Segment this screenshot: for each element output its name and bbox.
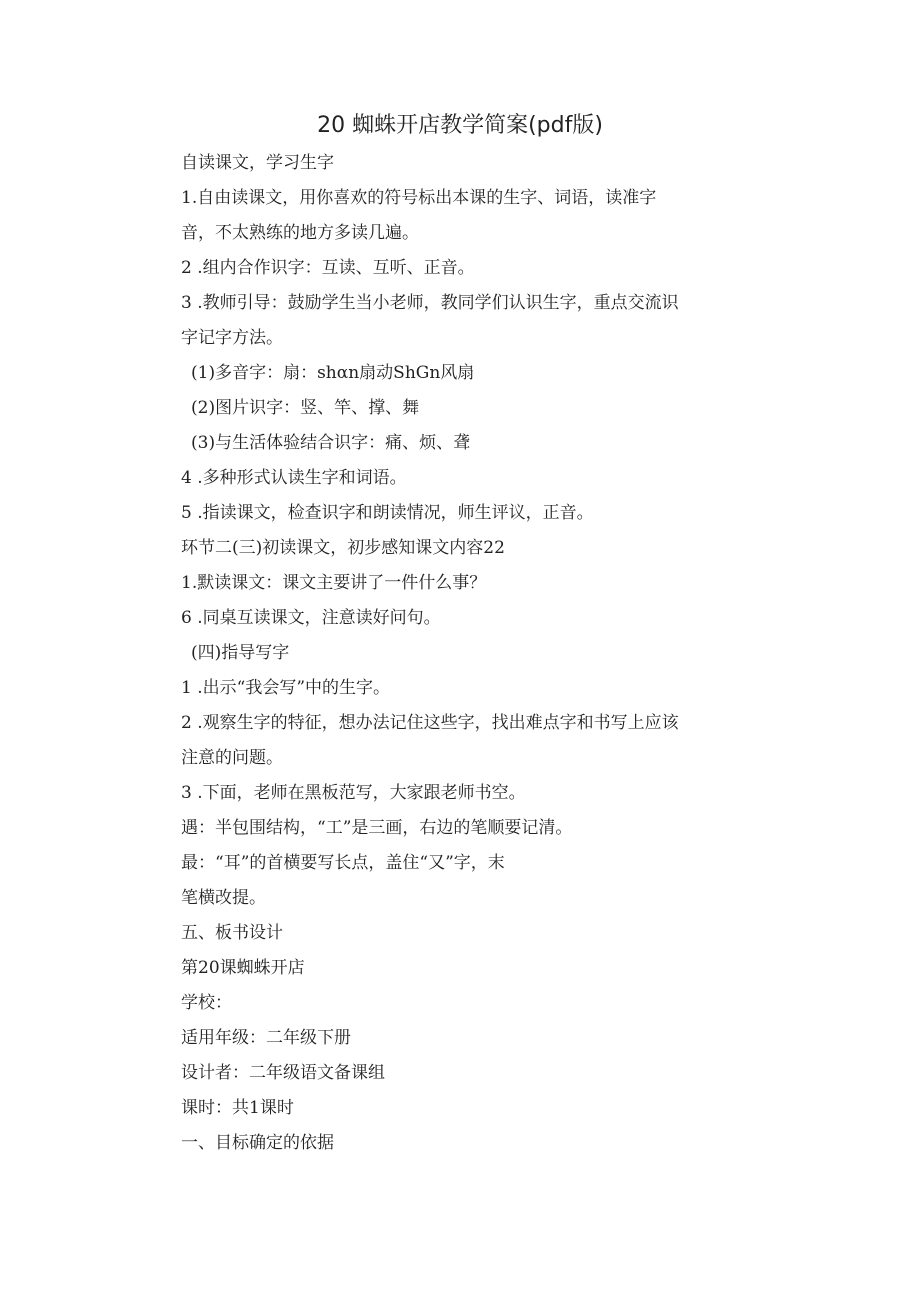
text-line: 环节二(三)初读课文，初步感知课文内容22 <box>181 538 505 558</box>
document-title: 20 蜘蛛开店教学简案(pdf版) <box>317 113 603 138</box>
text-line: (3)与生活体验结合识字：痛、烦、聋 <box>191 433 471 453</box>
text-line: 第20课蜘蛛开店 <box>181 958 305 978</box>
text-line: 最：“耳”的首横要写长点，盖住“又”字，末 <box>181 853 505 873</box>
text-line: 设计者：二年级语文备课组 <box>181 1063 385 1083</box>
text-line: 注意的问题。 <box>181 748 283 768</box>
text-line: 字记字方法。 <box>181 328 283 348</box>
text-line: 3 .下面，老师在黑板范写，大家跟老师书空。 <box>181 783 526 803</box>
text-line: 自读课文，学习生字 <box>181 153 334 173</box>
text-line: 遇：半包围结构，“工”是三画，右边的笔顺要记清。 <box>181 818 573 838</box>
text-line: 2 .组内合作识字：互读、互听、正音。 <box>181 258 475 278</box>
text-line: 一、目标确定的依据 <box>181 1133 334 1153</box>
text-line: (四)指导写字 <box>191 643 290 663</box>
text-line: (1)多音字：扇：shαn扇动ShGn风扇 <box>191 363 475 383</box>
text-line: 4 .多种形式认读生字和词语。 <box>181 468 407 488</box>
text-line: 音，不太熟练的地方多读几遍。 <box>181 223 419 243</box>
text-line: 3 .教师引导：鼓励学生当小老师，教同学们认识生字，重点交流识 <box>181 293 679 313</box>
text-line: (2)图片识字：竖、竿、撑、舞 <box>191 398 420 418</box>
text-line: 5 .指读课文，检查识字和朗读情况，师生评议，正音。 <box>181 503 594 523</box>
text-line: 2 .观察生字的特征，想办法记住这些字，找出难点字和书写上应该 <box>181 713 679 733</box>
text-line: 笔横改提。 <box>181 888 266 908</box>
text-line: 1.默读课文：课文主要讲了一件什么事？ <box>181 573 487 593</box>
text-line: 五、板书设计 <box>181 923 283 943</box>
text-line: 适用年级：二年级下册 <box>181 1028 351 1048</box>
text-line: 1 .出示“我会写”中的生字。 <box>181 678 391 698</box>
text-line: 1.自由读课文，用你喜欢的符号标出本课的生字、词语，读准字 <box>181 188 657 208</box>
text-line: 学校： <box>181 993 232 1013</box>
text-line: 6 .同桌互读课文，注意读好问句。 <box>181 608 441 628</box>
text-line: 课时：共1课时 <box>181 1098 294 1118</box>
